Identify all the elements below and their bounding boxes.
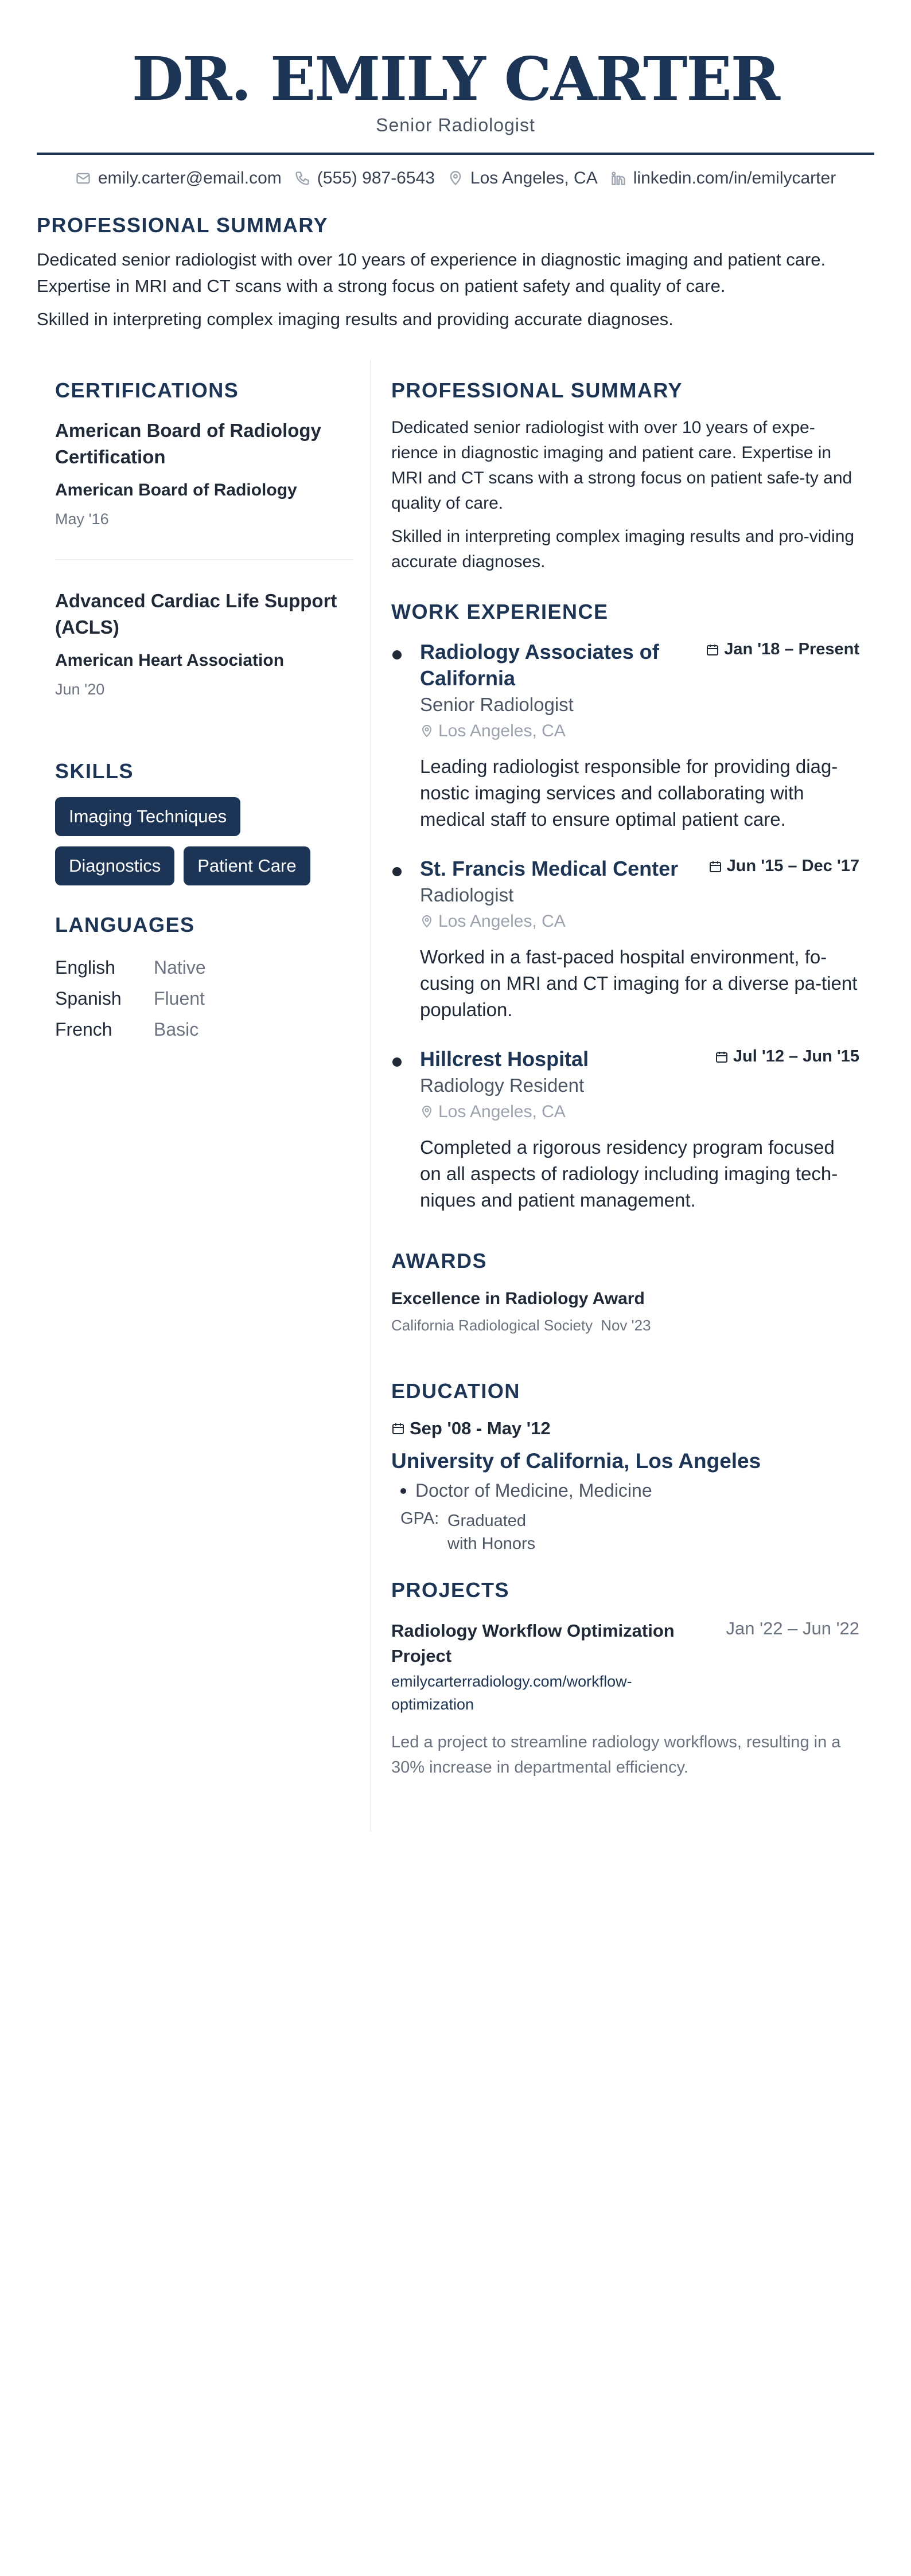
contact-email-text: emily.carter@email.com (98, 169, 282, 188)
summary-title: PROFESSIONAL SUMMARY (391, 378, 683, 402)
award-meta (391, 1317, 859, 1334)
job-location (420, 1102, 859, 1122)
summary-paragraph-2: Skilled in interpreting complex imaging results and pro-viding accurate diagnoses. (391, 527, 855, 571)
projects-section (391, 1578, 859, 1780)
job-location (420, 912, 859, 931)
work-experience-section (391, 600, 859, 1213)
education-school: University of California, Los Angeles (391, 1449, 761, 1473)
certification-item (55, 588, 353, 698)
language-name: Spanish (55, 988, 122, 1009)
contact-linkedin[interactable] (610, 169, 836, 188)
certification-date: Jun '20 (55, 681, 105, 698)
work-experience-title: WORK EXPERIENCE (391, 600, 609, 623)
job-date-text: Jun '15 – Dec '17 (726, 857, 859, 875)
language-row (55, 1014, 353, 1045)
column-divider (370, 360, 371, 1832)
certification-org: American Heart Association (55, 651, 285, 670)
certification-date: May '16 (55, 510, 109, 528)
top-summary-paragraph-2: Skilled in interpreting complex imaging results and providing accurate diagnoses. (37, 309, 673, 329)
summary-paragraph-1: Dedicated senior radiologist with over 10 years of expe-rience in diagnostic imaging and patient care. Expertise in MRI and CT scans with a strong focus on patient safe-ty and quality of care. (391, 418, 852, 513)
education-date (391, 1418, 859, 1439)
top-summary-title: PROFESSIONAL SUMMARY (37, 213, 329, 237)
certification-divider (55, 559, 353, 560)
header-divider (37, 153, 874, 155)
candidate-name: DR. EMILY CARTER (131, 44, 780, 114)
job-location (420, 721, 859, 741)
timeline-bullet (392, 867, 402, 876)
education-section (391, 1379, 859, 1555)
job-entry (391, 639, 859, 833)
job-company: Radiology Associates of California (420, 640, 659, 690)
project-date: Jan '22 – Jun '22 (726, 1618, 859, 1638)
job-date-text: Jan '18 – Present (724, 640, 859, 658)
contact-bar (37, 169, 874, 188)
project-link[interactable]: emilycarterradiology.com/workflow-optimization (391, 1673, 632, 1713)
location-icon (420, 915, 434, 928)
bullet (400, 1488, 406, 1494)
calendar-icon (706, 643, 719, 657)
language-level: Basic (154, 1019, 199, 1040)
skill-chip: Patient Care (184, 846, 310, 885)
job-title: Radiologist (420, 884, 514, 905)
education-gpa (400, 1509, 859, 1555)
job-date (715, 1047, 859, 1066)
skills-chip-list (55, 797, 353, 885)
job-location-text: Los Angeles, CA (438, 721, 566, 740)
project-description: Led a project to streamline radiology workflows, resulting in a 30% increase in departmental efficiency. (391, 1733, 841, 1777)
timeline-bullet (392, 1057, 402, 1067)
education-date-text: Sep '08 - May '12 (410, 1418, 551, 1438)
contact-phone-text: (555) 987-6543 (317, 169, 435, 188)
languages-title: LANGUAGES (55, 913, 195, 936)
timeline-bullet (392, 650, 402, 659)
education-degree (391, 1480, 859, 1501)
gpa-label: GPA: (400, 1509, 439, 1528)
language-name: French (55, 1019, 112, 1040)
calendar-icon (708, 860, 722, 873)
summary-section (391, 378, 859, 575)
contact-location-text: Los Angeles, CA (470, 169, 598, 188)
certification-org: American Board of Radiology (55, 481, 297, 499)
job-title: Radiology Resident (420, 1075, 585, 1096)
job-company: St. Francis Medical Center (420, 857, 679, 880)
calendar-icon (715, 1050, 729, 1064)
left-column (55, 378, 353, 1045)
resume-header (37, 45, 874, 136)
certification-item (55, 417, 353, 528)
certification-name: American Board of Radiology Certification (55, 420, 321, 467)
skill-chip: Diagnostics (55, 846, 174, 885)
language-row (55, 983, 353, 1014)
education-degree-text: Doctor of Medicine, Medicine (415, 1480, 652, 1501)
linkedin-icon (610, 170, 626, 186)
languages-section (55, 913, 353, 1045)
location-icon (420, 724, 434, 738)
job-location-text: Los Angeles, CA (438, 1102, 566, 1121)
projects-title: PROJECTS (391, 1578, 510, 1602)
location-icon (447, 170, 464, 186)
award-name: Excellence in Radiology Award (391, 1289, 645, 1308)
job-entry (391, 1046, 859, 1213)
project-name: Radiology Workflow Optimization Project (391, 1621, 675, 1666)
job-description: Leading radiologist responsible for providing diag-nostic imaging services and collaborating with medical staff to ensure optimal patient care. (420, 756, 838, 830)
job-title: Senior Radiologist (420, 694, 574, 715)
contact-linkedin-text: linkedin.com/in/emilycarter (633, 169, 836, 188)
job-date-text: Jul '12 – Jun '15 (733, 1047, 859, 1065)
top-summary-section (37, 213, 874, 333)
job-date (708, 857, 859, 876)
award-org: California Radiological Society (391, 1317, 593, 1334)
contact-phone[interactable] (294, 169, 435, 188)
language-level: Native (154, 957, 206, 978)
job-date (706, 640, 859, 659)
location-icon (420, 1105, 434, 1119)
right-column (391, 378, 859, 1780)
job-location-text: Los Angeles, CA (438, 912, 566, 931)
awards-title: AWARDS (391, 1249, 488, 1273)
job-entry (391, 856, 859, 1023)
skill-chip: Imaging Techniques (55, 797, 240, 836)
education-title: EDUCATION (391, 1379, 520, 1403)
job-description: Worked in a fast-paced hospital environment, fo-cusing on MRI and CT imaging for a diverse pa-tient population. (420, 946, 858, 1020)
calendar-icon (391, 1422, 405, 1435)
language-list (55, 952, 353, 1045)
job-description: Completed a rigorous residency program focused on all aspects of radiology including imaging tech-niques and patient management. (420, 1137, 838, 1211)
certification-name: Advanced Cardiac Life Support (ACLS) (55, 590, 337, 638)
award-date: Nov '23 (601, 1317, 651, 1334)
gpa-value: Graduated with Honors (447, 1512, 536, 1553)
language-level: Fluent (154, 988, 205, 1009)
skills-title: SKILLS (55, 759, 134, 783)
candidate-title: Senior Radiologist (376, 115, 535, 135)
awards-section (391, 1249, 859, 1334)
job-company: Hillcrest Hospital (420, 1047, 589, 1071)
contact-email[interactable] (75, 169, 282, 188)
language-name: English (55, 957, 115, 978)
certifications-title: CERTIFICATIONS (55, 378, 239, 402)
contact-location (447, 169, 598, 188)
phone-icon (294, 170, 310, 186)
language-row (55, 952, 353, 983)
skills-section (55, 759, 353, 885)
mail-icon (75, 170, 91, 186)
top-summary-paragraph-1: Dedicated senior radiologist with over 10 years of experience in diagnostic imaging and patient care. Expertise in MRI and CT scans with a strong focus on patient safety and quality of care. (37, 249, 826, 296)
